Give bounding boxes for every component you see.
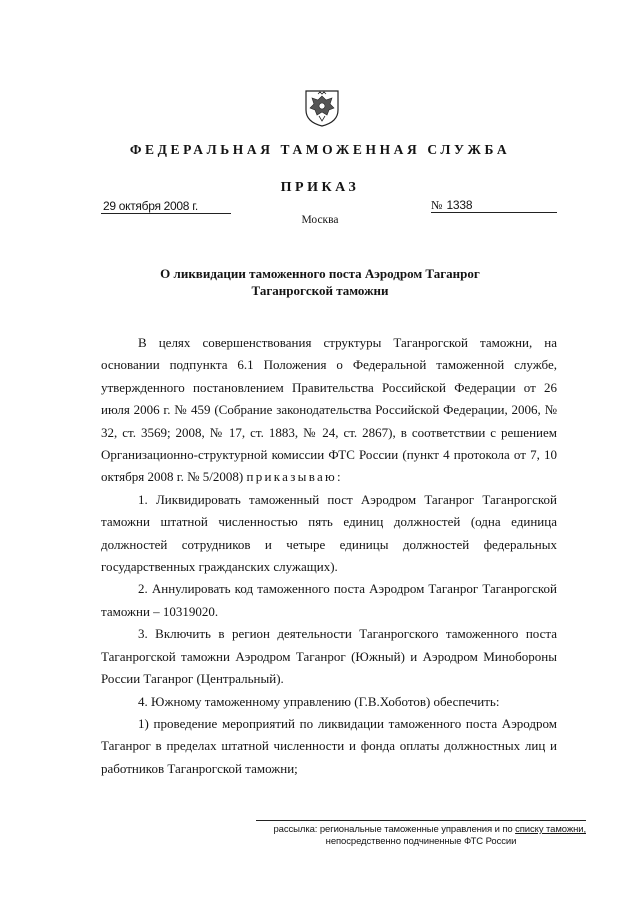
coat-of-arms-icon xyxy=(304,88,340,128)
command-word: приказываю: xyxy=(246,469,343,485)
paragraph-2: 2. Аннулировать код таможенного поста Аэродром Таганрог Таганрогской таможни – 10319020. xyxy=(101,581,557,619)
order-type: ПРИКАЗ xyxy=(280,180,360,195)
footer-line-1-underlined: списку таможни, xyxy=(515,824,586,835)
distribution-footer xyxy=(256,820,586,848)
footer-line-1 xyxy=(256,824,586,836)
footer-line-2: непосредственно подчиненные ФТС России xyxy=(325,836,517,847)
number-sign: № xyxy=(431,198,443,212)
paragraph-4-1: 1) проведение мероприятий по ликвидации таможенного поста Аэродром Таганрог в пределах штатной численности и фонда оплаты должностных лиц и работников Таганрогской таможни; xyxy=(101,715,557,776)
order-date: 29 октября 2008 г. xyxy=(101,200,231,214)
title-line-2: Таганрогской таможни xyxy=(251,283,389,298)
agency-name: ФЕДЕРАЛЬНАЯ ТАМОЖЕННАЯ СЛУЖБА xyxy=(129,142,511,157)
document-body xyxy=(101,332,557,780)
preamble-paragraph xyxy=(101,332,557,489)
document-title xyxy=(0,265,640,299)
number-value: 1338 xyxy=(446,198,473,212)
city: Москва xyxy=(301,214,339,226)
order-number xyxy=(431,199,557,213)
title-line-1: О ликвидации таможенного поста Аэродром Таганрог xyxy=(160,266,480,281)
preamble-text: В целях совершенствования структуры Таганрогской таможни, на основании подпункта 6.1 Положения о Федеральной таможенной службе, утвержденного постановлением Правительства Российской Федерации от 26 июля 2006 г. № 459 (Собрание законодательства Российской Федерации, 2006, № 32, ст. 3569; 2008, № 17, ст. 1883, № 24, ст. 2867), в соответствии с решением Организационно-структурной комиссии ФТС России (пункт 4 протокола от 7, 10 октября 2008 г. № 5/2008) xyxy=(101,335,557,485)
footer-line-1-prefix: рассылка: региональные таможенные управления и по xyxy=(273,824,513,835)
paragraph-4: 4. Южному таможенному управлению (Г.В.Хоботов) обеспечить: xyxy=(138,693,500,709)
paragraph-3: 3. Включить в регион деятельности Таганрогского таможенного поста Таганрогской таможни Аэродром Таганрог (Южный) и Аэродром Минобороны России Таганрог (Центральный). xyxy=(101,626,557,687)
paragraph-1: 1. Ликвидировать таможенный пост Аэродром Таганрог Таганрогской таможни штатной численностью пять единиц должностей (одна единица должностей сотрудников и четыре единицы должностей федеральных государственных гражданских служащих). xyxy=(101,491,557,575)
